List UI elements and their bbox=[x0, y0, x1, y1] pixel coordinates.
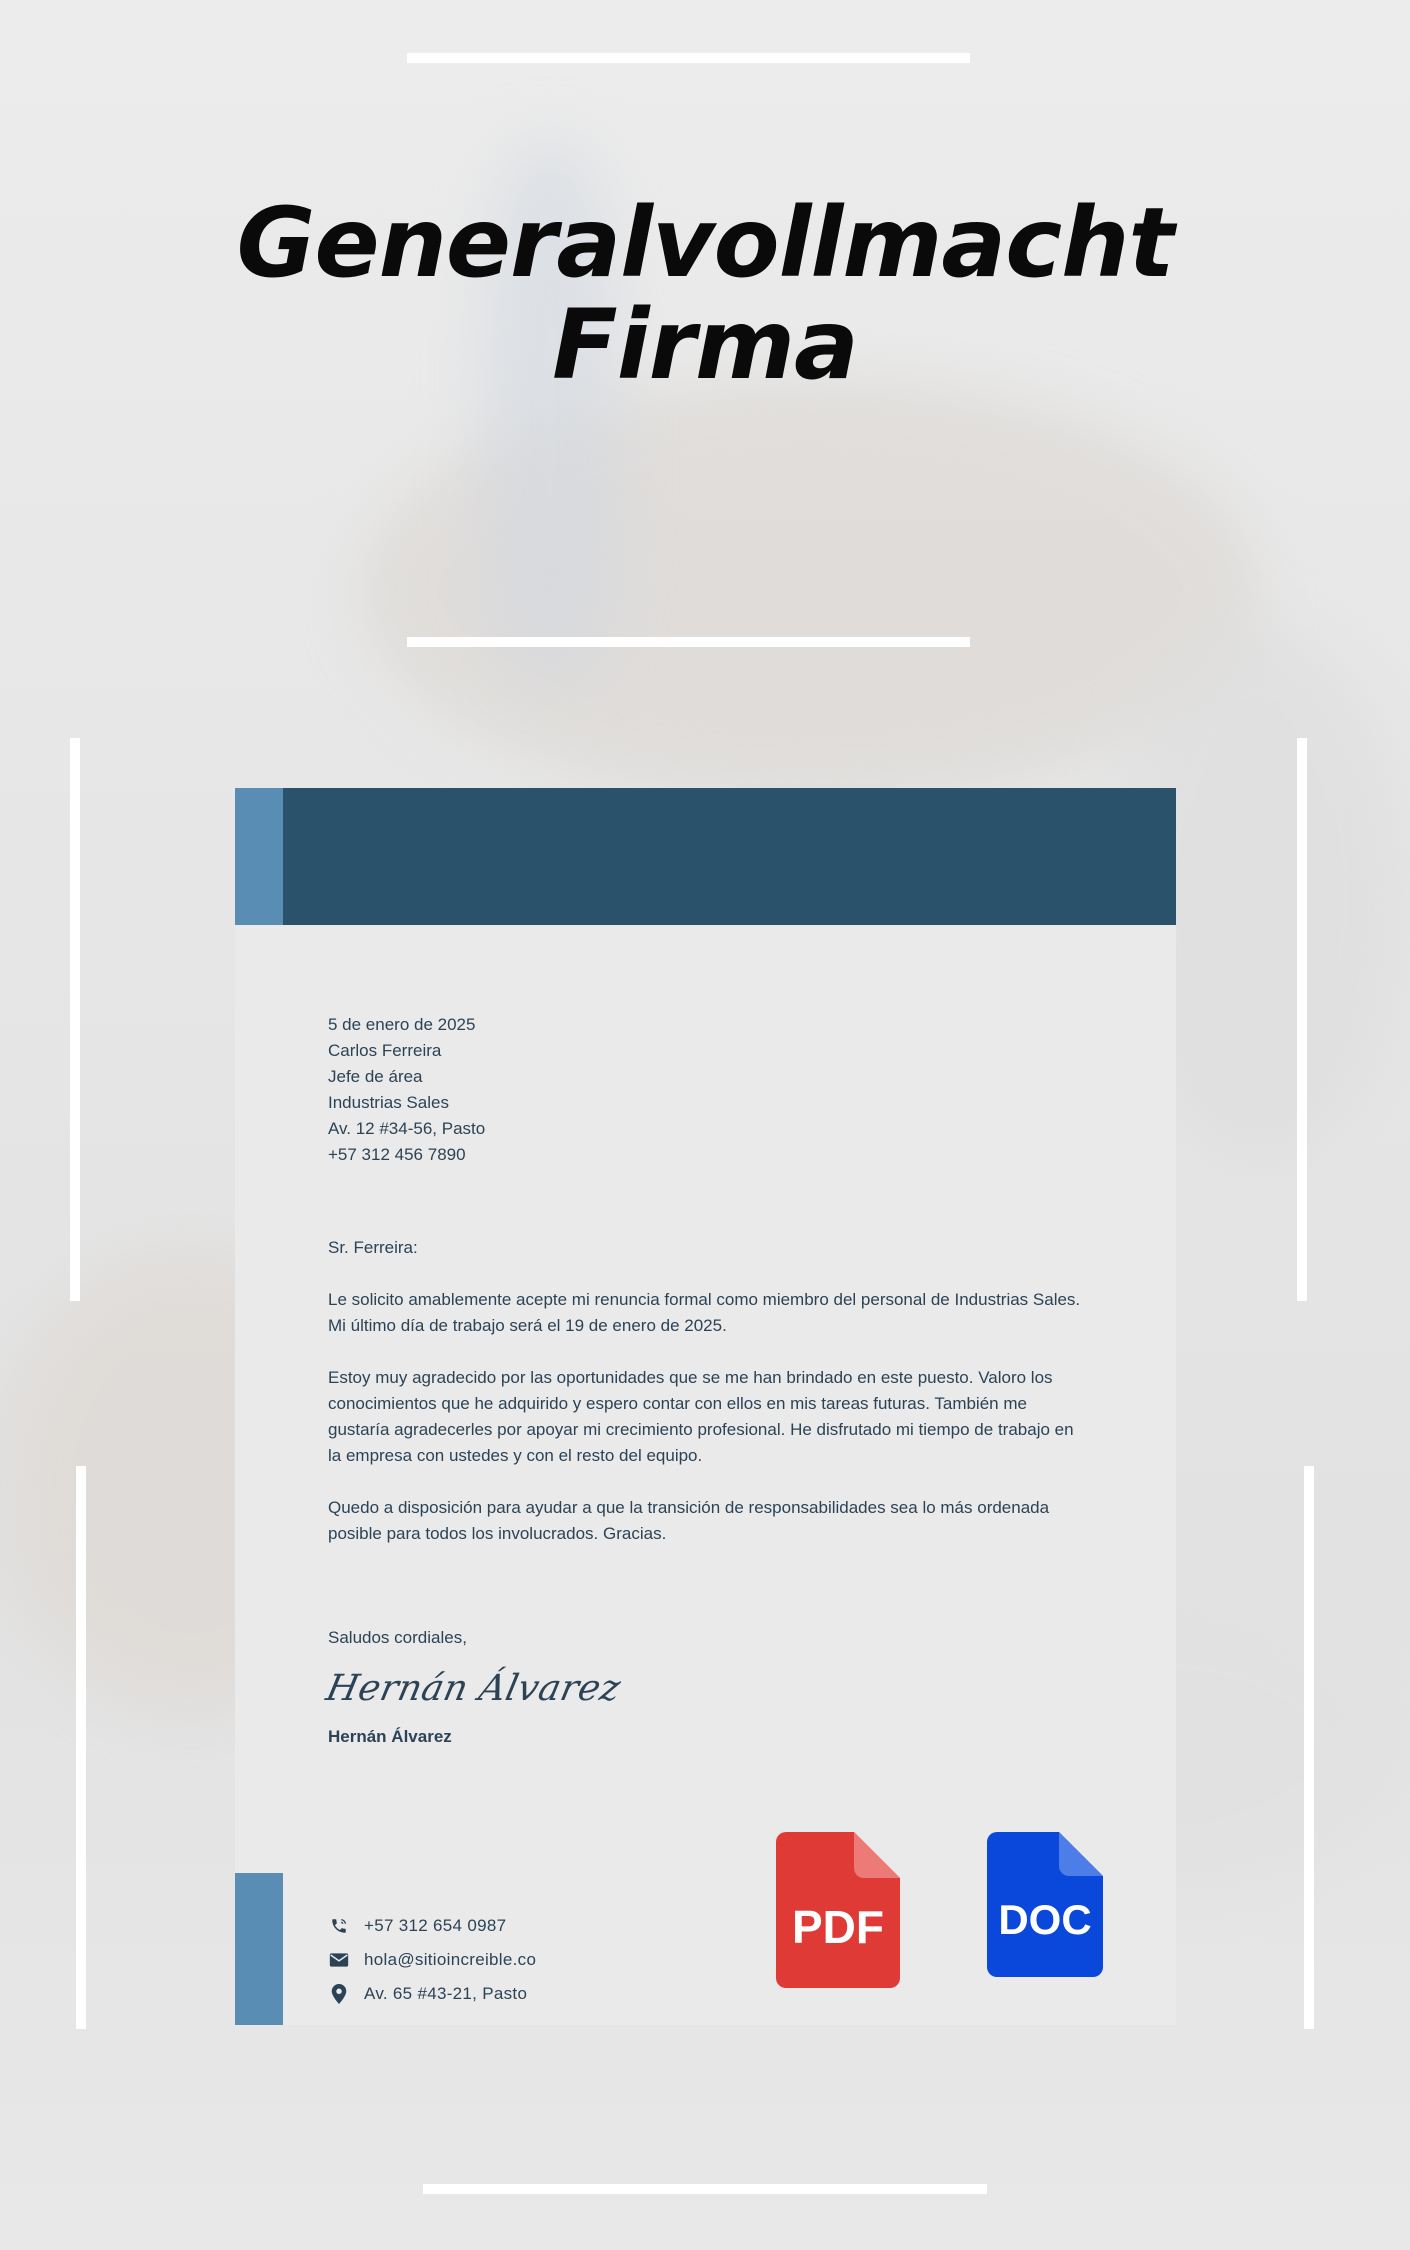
bottom-divider bbox=[423, 2184, 987, 2194]
right-frame-line-lower bbox=[1304, 1466, 1314, 2029]
contact-email[interactable] bbox=[328, 1947, 536, 1973]
handwritten-signature: Hernán Álvarez bbox=[322, 1668, 625, 1709]
doc-download-button[interactable] bbox=[987, 1832, 1103, 1977]
left-frame-line-lower bbox=[76, 1466, 86, 2029]
body-paragraph: Le solicito amablemente acepte mi renuncia formal como miembro del personal de Industrias Sales. Mi último día de trabajo será el 19 de enero de 2025. bbox=[328, 1290, 1081, 1335]
body-paragraph: Estoy muy agradecido por las oportunidades que se me han brindado en este puesto. Valoro los conocimientos que he adquirido y espero contar con ellos en mis tareas futuras. También me gustaría agradecerles por apoyar mi crecimiento profesional. He disfrutado mi tiempo de trabajo en la empresa con ustedes y con el resto del equipo. bbox=[328, 1368, 1074, 1465]
closing: Saludos cordiales, bbox=[328, 1628, 467, 1647]
signer-name: Hernán Álvarez bbox=[328, 1727, 452, 1746]
body-paragraph: Quedo a disposición para ayudar a que la transición de responsabilidades sea lo más ordenada posible para todos los involucrados. Gracias. bbox=[328, 1498, 1050, 1543]
recipient-block bbox=[328, 1012, 828, 1168]
right-frame-line-upper bbox=[1297, 738, 1307, 1301]
recipient-company: Industrias Sales bbox=[328, 1093, 449, 1112]
phone-icon bbox=[328, 1915, 350, 1937]
location-pin-icon bbox=[328, 1983, 350, 2005]
pdf-download-button[interactable] bbox=[776, 1832, 900, 1988]
contact-phone bbox=[328, 1913, 506, 1939]
page-title bbox=[0, 187, 1410, 401]
salutation: Sr. Ferreira: bbox=[328, 1238, 418, 1257]
letter-footer-accent bbox=[235, 1873, 283, 2025]
recipient-title: Jefe de área bbox=[328, 1067, 423, 1086]
letter-date: 5 de enero de 2025 bbox=[328, 1015, 476, 1034]
recipient-address: Av. 12 #34-56, Pasto bbox=[328, 1119, 486, 1138]
contact-phone-text: +57 312 654 0987 bbox=[364, 1916, 507, 1935]
doc-label: DOC bbox=[998, 1896, 1092, 1943]
email-icon bbox=[328, 1949, 350, 1971]
left-frame-line-upper bbox=[70, 738, 80, 1301]
contact-email-text[interactable]: hola@sitioincreible.co bbox=[364, 1950, 537, 1969]
letter-header-bar bbox=[235, 788, 1176, 925]
title-divider bbox=[407, 637, 970, 647]
recipient-phone: +57 312 456 7890 bbox=[328, 1145, 466, 1164]
contact-address bbox=[328, 1981, 527, 2007]
contact-address-text: Av. 65 #43-21, Pasto bbox=[364, 1984, 528, 2003]
recipient-name: Carlos Ferreira bbox=[328, 1041, 442, 1060]
title-line-1: Generalvollmacht bbox=[236, 187, 1174, 299]
pdf-label: PDF bbox=[792, 1901, 884, 1953]
letter-header-accent bbox=[235, 788, 283, 925]
top-divider bbox=[407, 53, 970, 63]
title-line-2: Firma bbox=[552, 289, 858, 401]
